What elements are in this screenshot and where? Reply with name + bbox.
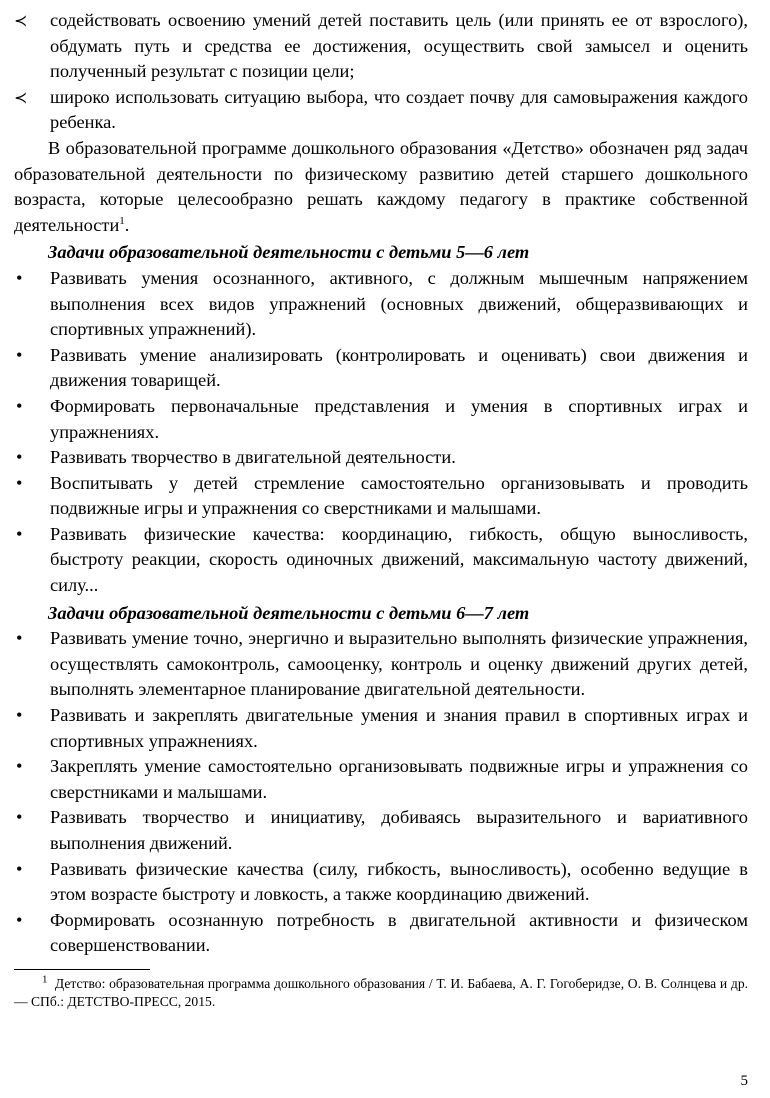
list-item-text: Развивать физические качества: координацию, гибкость, общую выносливость, быстроту реакции, скорость одиночных движений, максимальную частоту движений, силу...	[50, 523, 748, 596]
list-item-text: Формировать осознанную потребность в двигательной активности и физическом совершенствовании.	[50, 909, 748, 956]
arrow-bullet-icon: ≺	[14, 87, 28, 107]
bullet-icon: •	[16, 705, 23, 726]
list-item-text: Развивать творчество и инициативу, добиваясь выразительного и вариативного выполнения движений.	[50, 807, 748, 853]
bullet-icon: •	[16, 472, 23, 493]
page-number: 5	[740, 1073, 748, 1089]
list-item	[14, 471, 748, 522]
list-item	[14, 343, 748, 394]
footnote-marker: 1	[42, 973, 48, 986]
list-item	[14, 266, 748, 343]
footnote-separator	[14, 969, 150, 970]
list-item	[14, 394, 748, 445]
bullet-icon: •	[16, 344, 23, 365]
list-item-text: Формировать первоначальные представления и умения в спортивных играх и упражнениях.	[50, 395, 748, 442]
list-item	[14, 445, 748, 471]
list-item-text: Развивать умение точно, энергично и выразительно выполнять физические упражнения, осуществлять самоконтроль, самооценку, контроль и оценку движений других детей, выполнять элементарное планирование двигательной деятельности.	[50, 628, 748, 700]
bullet-icon: •	[16, 395, 23, 416]
list-item	[14, 857, 748, 908]
list-item-text: Воспитывать у детей стремление самостоятельно организовывать и проводить подвижные игры и упражнения со сверстниками и малышами.	[50, 472, 748, 519]
section-heading-6-7: Задачи образовательной деятельности с детьми 6—7 лет	[48, 602, 530, 623]
footnote-text: Детство: образовательная программа дошкольного образования / Т. И. Бабаева, А. Г. Гогоберидзе, О. В. Солнцева и др. — СПб.: ДЕТСТВО-ПРЕСС, 2015.	[14, 975, 749, 1009]
list-item-text: Развивать и закреплять двигательные умения и знания правил в спортивных играх и спортивных упражнениях.	[50, 705, 748, 751]
list-item-text: широко использовать ситуацию выбора, что создает почву для самовыражения каждого ребенка.	[50, 86, 748, 133]
footnote-reference: 1	[119, 214, 125, 227]
list-item	[14, 754, 748, 805]
bullet-icon: •	[16, 858, 23, 879]
bullet-icon: •	[16, 447, 23, 468]
intro-paragraph-text: В образовательной программе дошкольного образования «Детство» обозначен ряд задач образовательной деятельности по физическому развитию детей старшего дошкольного возраста, которые целесообразно решать каждому педагогу в практике собственной деятельности	[14, 137, 748, 235]
bullet-icon: •	[16, 807, 23, 828]
section-heading-5-6: Задачи образовательной деятельности с детьми 5—6 лет	[48, 242, 530, 263]
bullet-icon: •	[16, 628, 23, 649]
list-item	[14, 85, 748, 136]
list-item-text: Закреплять умение самостоятельно организовывать подвижные игры и упражнения со сверстниками и малышами.	[50, 756, 748, 802]
list-item-text: содействовать освоению умений детей поставить цель (или принять ее от взрослого), обдумать путь и средства ее достижения, осуществить свой замысел и оценить полученный результат с позиции цели;	[50, 10, 748, 82]
list-item	[14, 805, 748, 856]
list-item	[14, 703, 748, 754]
list-item-text: Развивать творчество в двигательной деятельности.	[50, 447, 456, 468]
list-item	[14, 908, 748, 959]
list-item	[14, 522, 748, 599]
bullet-icon: •	[16, 523, 23, 544]
list-item-text: Развивать умение анализировать (контролировать и оценивать) свои движения и движения товарищей.	[50, 344, 748, 391]
bullet-icon: •	[16, 756, 23, 777]
list-item-text: Развивать физические качества (силу, гибкость, выносливость), особенно ведущие в этом возрасте быстроту и ловкость, а также координацию движений.	[50, 858, 748, 905]
list-item-text: Развивать умения осознанного, активного, с должным мышечным напряжением выполнения всех видов упражнений (основных движений, общеразвивающих и спортивных упражнений).	[50, 267, 748, 340]
intro-paragraph: В образовательной программе дошкольного образования «Детство» обозначен ряд задач образовательной деятельности по физическому развитию детей старшего дошкольного возраста, которые целесообразно решать каждому педагогу в практике собственной деятельности$^1$.	[14, 137, 748, 235]
bullet-icon: •	[16, 267, 23, 288]
bullet-icon: •	[16, 909, 23, 930]
arrow-bullet-icon: ≺	[14, 11, 28, 30]
list-item	[14, 626, 748, 703]
list-item	[14, 8, 748, 85]
footnote	[14, 975, 748, 1011]
